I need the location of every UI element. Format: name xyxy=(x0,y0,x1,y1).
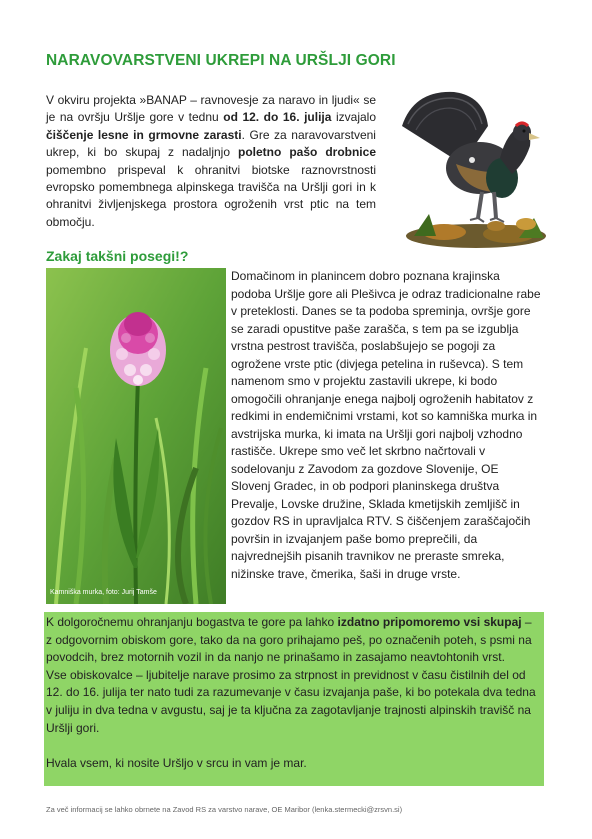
intro-text: . Gre za naravovarstveni ukrep, ki bo skupaj z nadaljnjo xyxy=(46,127,376,160)
intro-text: V okviru projekta »BANAP – ravnovesje za naravo in ljudi« se je na ovršju Uršlje gore v tednu xyxy=(46,93,376,125)
orchid-photo xyxy=(46,268,226,604)
intro-bold-grazing: poletno pašo drobnice xyxy=(238,145,376,160)
highlight-paragraph-1 xyxy=(46,614,540,667)
footer-contact: Za več informacij se lahko obrnete na Zavod RS za varstvo narave, OE Maribor (lenka.stermecki@zrsvn.si) xyxy=(46,805,403,814)
page-title: NARAVOVARSTVENI UKREPI NA URŠLJI GORI xyxy=(46,52,396,69)
intro-bold-clearing: čiščenje lesne in grmovne zarasti xyxy=(46,127,242,142)
highlight-text: – z odgovornim obiskom gore, tako da na goro prihajamo peš, po označenih poteh, s psmi na povodcih, brez motornih vozil in da nanjo ne prinašamo in zasajamo neavtohtonih vrst. xyxy=(46,615,532,665)
intro-bold-dates: od 12. do 16. julija xyxy=(223,110,332,125)
highlight-bold: izdatno pripomoremo vsi skupaj xyxy=(337,615,522,629)
highlight-box xyxy=(44,612,544,786)
capercaillie-illustration xyxy=(384,86,556,252)
highlight-text: K dolgoročnemu ohranjanju bogastva te gore pa lahko xyxy=(46,615,338,629)
thanks-paragraph: Hvala vsem, ki nosite Uršljo v srcu in vam je mar. xyxy=(46,755,307,770)
photo-caption: Kamniška murka, foto: Jurij Tamše xyxy=(50,589,157,596)
section-subtitle: Zakaj takšni posegi!? xyxy=(46,248,189,264)
intro-text: pomembno prispeval k ohranitvi biotske raznovrstnosti evropsko pomembnega alpinskega travišča na Uršlji gori in k ohranitvi življenjskega prostora ogroženih vrst ptic na tem območju. xyxy=(46,162,376,229)
main-paragraph: Domačinom in planincem dobro poznana krajinska podoba Uršlje gore ali Plešivca je odraz tradicionalne rabe v preteklosti. Danes se ta podoba spreminja, ovršje gore se zaradi opustitve paše zarašča, s tem pa se izgublja vrstna pestrost travišča, poslabšujejo se pogoji za ogrožene vrste ptic (divjega petelina in ruševca). S tem namenom smo v projektu zastavili ukrepe, ki bodo omogočili ohranjanje enega najbolj ogroženih habitatov z redkimi in endemičnimi vrstami, kot so kamniška murka in avstrijska murka, ki imata na Uršlji gori najbolj vzhodno rastišče. Ukrepe smo več let skrbno načrtovali v sodelovanju z Zavodom za gozdove Slovenije, OE Slovenj Gradec, in ob podpori planinskega društva Prevalje, Lovske družine, Sklada kmetijskih zemljišč in gozdov RS in upravljalca RTV. S čiščenjem zaraščajočih površin in izvajanjem paše bomo preprečili, da najvrednejših pisanih travnikov ne preraste smreka, nižinske trave, čmerika, šaši in druge vrste. xyxy=(231,269,541,581)
intro-paragraph xyxy=(46,92,376,231)
highlight-paragraph-2: Vse obiskovalce – ljubitelje narave prosimo za strpnost in previdnost v času čistilnih del od 12. do 16. julija ter nato tudi za razumevanje v času izvajanja paše, ki bo potekala dva tedna v juliju in dva tedna v avgustu, saj je ta ključna za zagotavljanje trajnosti alpinskih travišč na Uršlji gori. xyxy=(46,667,536,735)
intro-text: izvajalo xyxy=(331,110,377,125)
